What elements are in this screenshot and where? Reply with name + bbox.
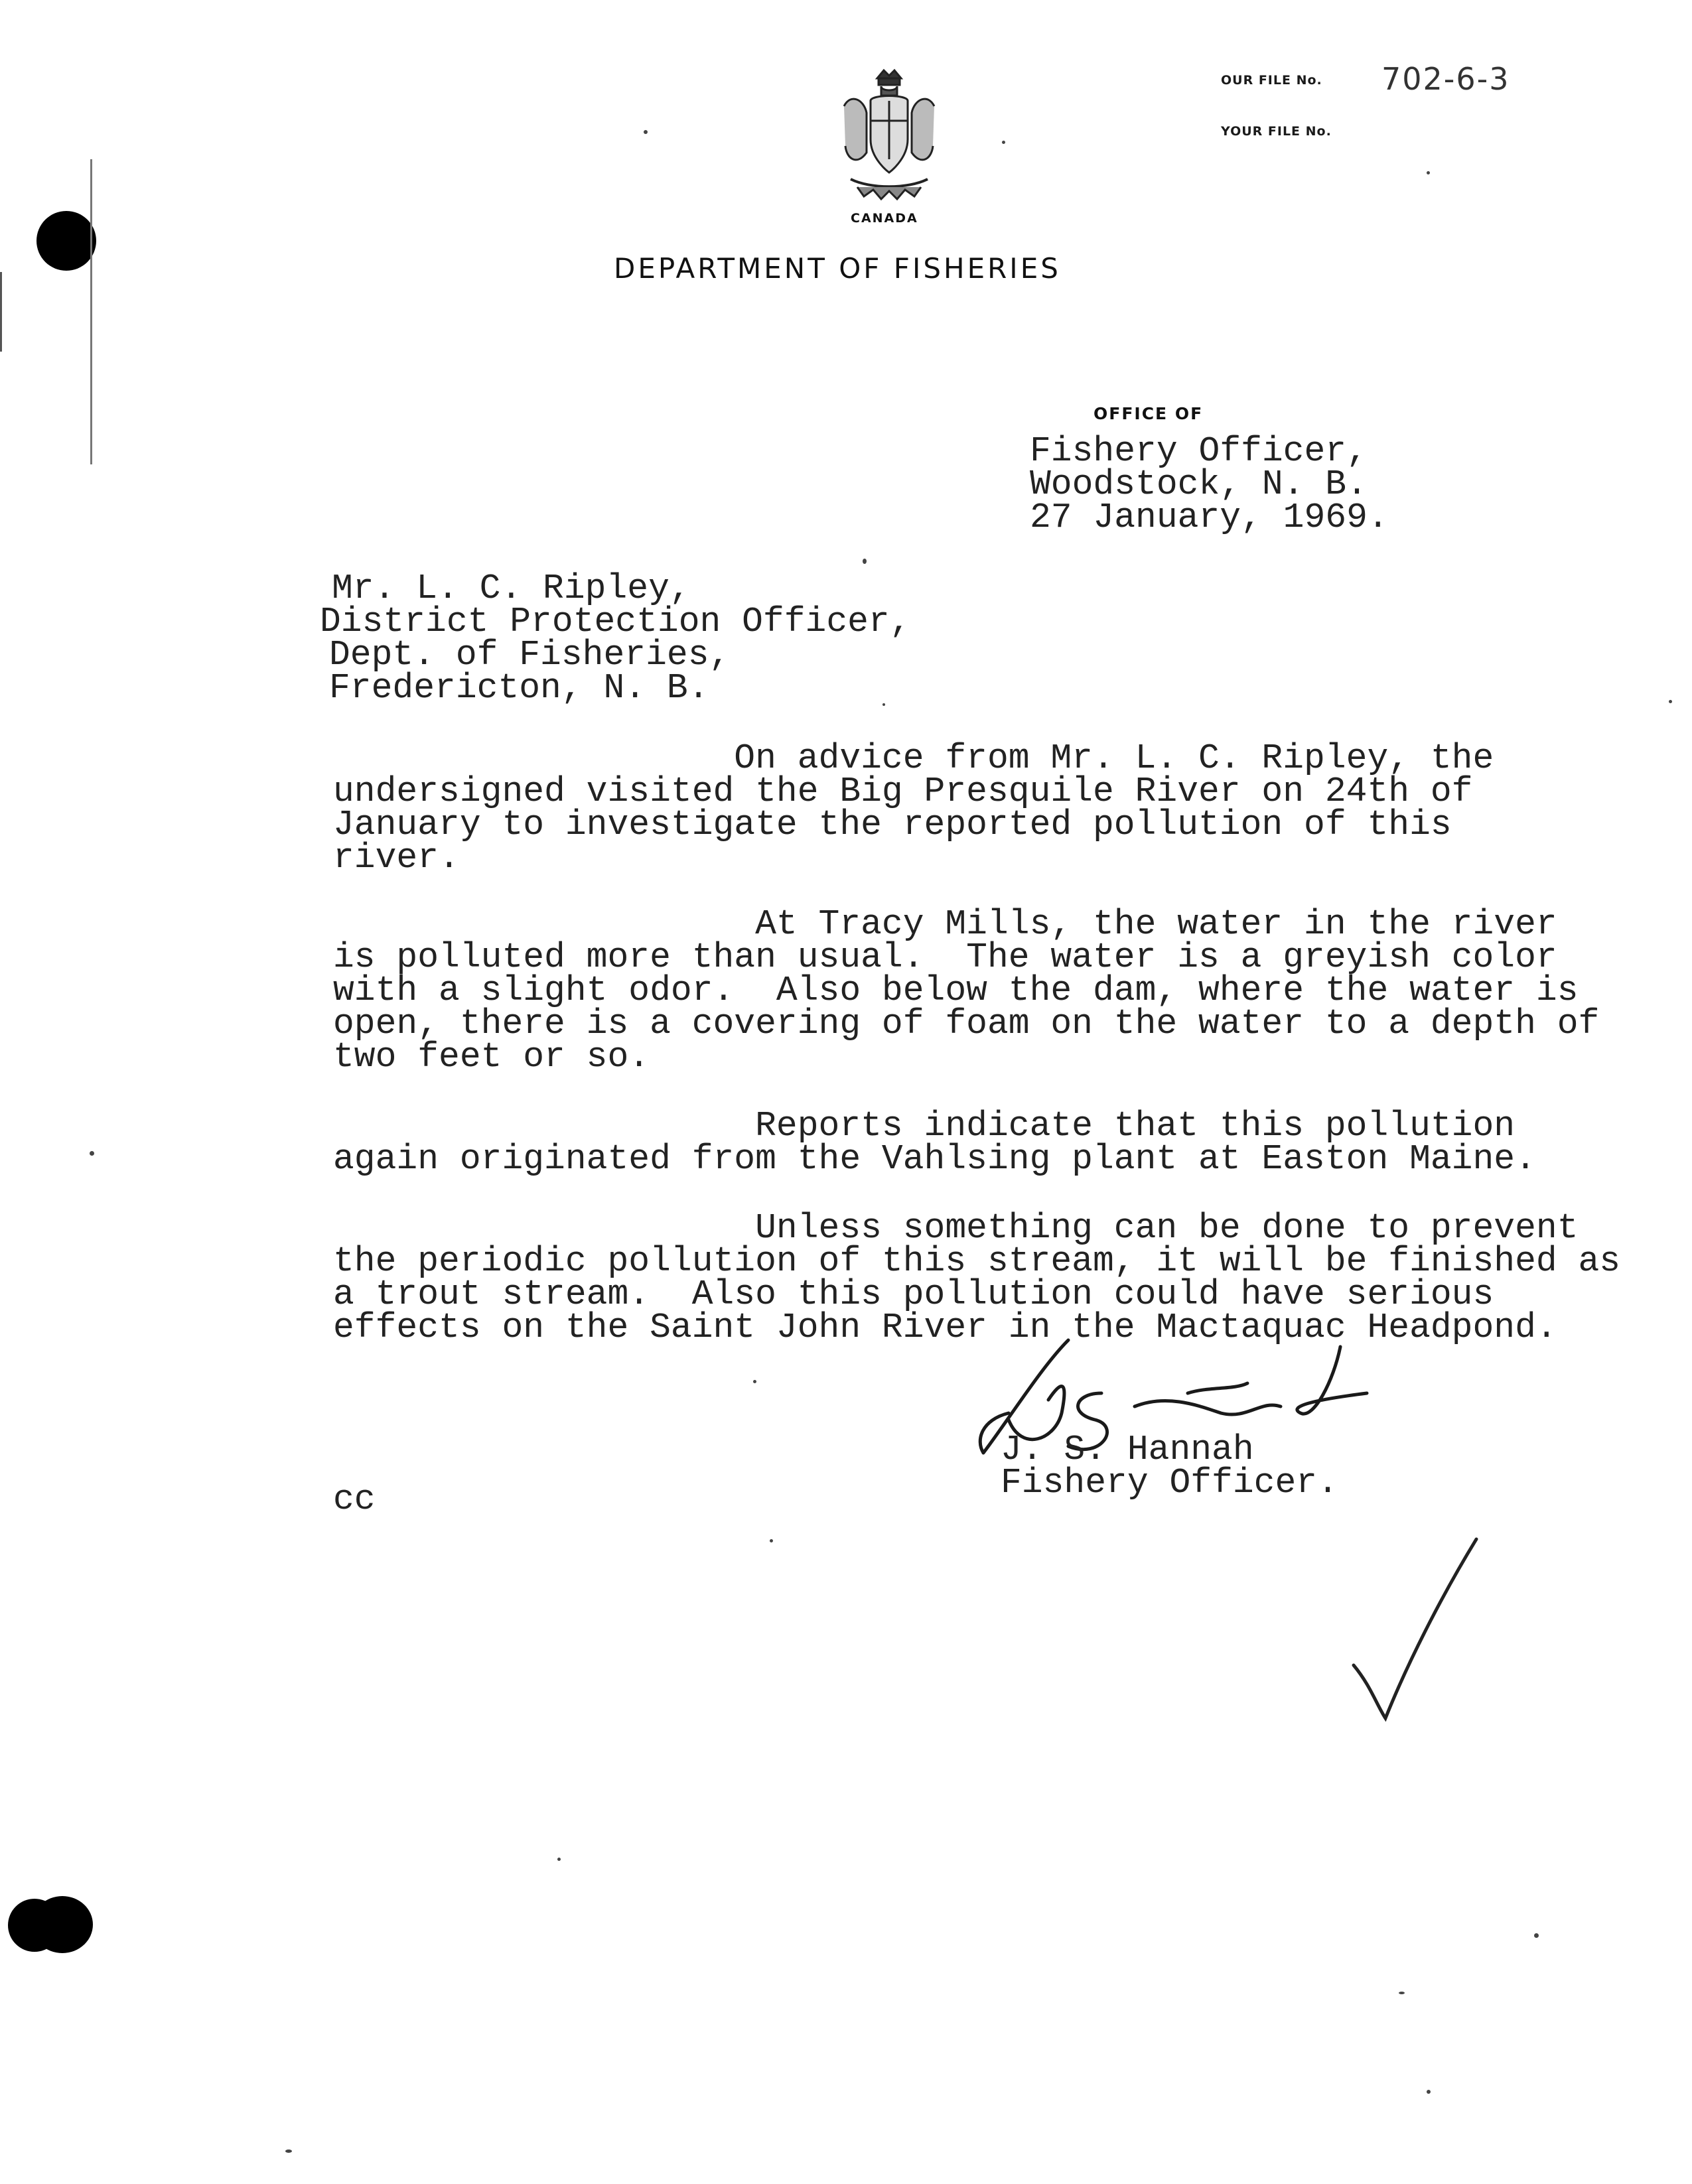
scan-speck (1427, 2090, 1431, 2094)
signer-name: J. S. Hannah (1001, 1430, 1254, 1469)
margin-line (90, 159, 92, 464)
recipient-line: District Protection Officer, (320, 602, 911, 642)
body-line: the periodic pollution of this stream, it will be finished as (333, 1241, 1621, 1281)
country-label: CANADA (851, 211, 918, 226)
body-paragraph-2 (333, 904, 1600, 1077)
body-line: is polluted more than usual. The water is a greyish color (333, 937, 1557, 977)
sender-line: Woodstock, N. B. (1030, 464, 1368, 504)
recipient-line: Fredericton, N. B. (329, 668, 709, 708)
body-line: January to investigate the reported pollution of this (333, 805, 1452, 845)
your-file-label: YOUR FILE No. (1221, 124, 1332, 139)
scan-speck (90, 1151, 94, 1156)
check-mark-icon (1334, 1519, 1493, 1738)
scan-speck (285, 2150, 292, 2153)
body-line: with a slight odor. Also below the dam, where the water is (333, 971, 1579, 1010)
punch-hole-bottom-b (32, 1896, 93, 1953)
department-title: DEPARTMENT OF FISHERIES (614, 252, 1061, 285)
body-line: river. (333, 838, 460, 878)
scan-speck (1669, 700, 1672, 703)
scan-speck (753, 1380, 756, 1383)
coat-of-arms-emblem (837, 66, 941, 212)
scan-speck (863, 559, 867, 564)
cc-label: cc (333, 1479, 376, 1519)
scan-speck (644, 130, 648, 134)
scan-speck (1002, 141, 1005, 144)
sender-date: 27 January, 1969. (1030, 498, 1389, 537)
scan-speck (557, 1858, 561, 1861)
body-paragraph-3 (333, 1106, 1536, 1179)
sender-line: Fishery Officer, (1030, 431, 1368, 471)
signature-block (1001, 1430, 1338, 1503)
signer-title: Fishery Officer. (1001, 1463, 1338, 1503)
office-of-label: OFFICE OF (1093, 404, 1204, 423)
margin-line-edge (0, 272, 2, 352)
body-line: On advice from Mr. L. C. Ripley, the (333, 738, 1494, 778)
scan-speck (1427, 171, 1430, 174)
body-line: Unless something can be done to prevent (333, 1208, 1579, 1248)
body-line: two feet or so. (333, 1037, 650, 1077)
punch-hole-top (36, 211, 96, 271)
body-paragraph-1 (333, 738, 1494, 878)
body-line: At Tracy Mills, the water in the river (333, 904, 1557, 944)
scan-speck (882, 703, 885, 706)
body-line: again originated from the Vahlsing plant at Easton Maine. (333, 1139, 1536, 1179)
scan-speck (1399, 1992, 1405, 1994)
our-file-value: 702-6-3 (1381, 61, 1510, 97)
recipient-line: Dept. of Fisheries, (329, 635, 731, 675)
our-file-label: OUR FILE No. (1221, 73, 1322, 88)
scan-speck (1534, 1933, 1539, 1938)
body-line: a trout stream. Also this pollution could have serious (333, 1274, 1494, 1314)
sender-address (1030, 431, 1389, 537)
recipient-name: Mr. L. C. Ripley, (332, 569, 691, 608)
recipient-address (320, 569, 911, 708)
body-line: effects on the Saint John River in the Mactaquac Headpond. (333, 1308, 1557, 1347)
scan-speck (770, 1539, 773, 1542)
body-line: open, there is a covering of foam on the water to a depth of (333, 1004, 1600, 1044)
body-line: undersigned visited the Big Presquile River on 24th of (333, 772, 1473, 811)
body-line: Reports indicate that this pollution (333, 1106, 1516, 1146)
